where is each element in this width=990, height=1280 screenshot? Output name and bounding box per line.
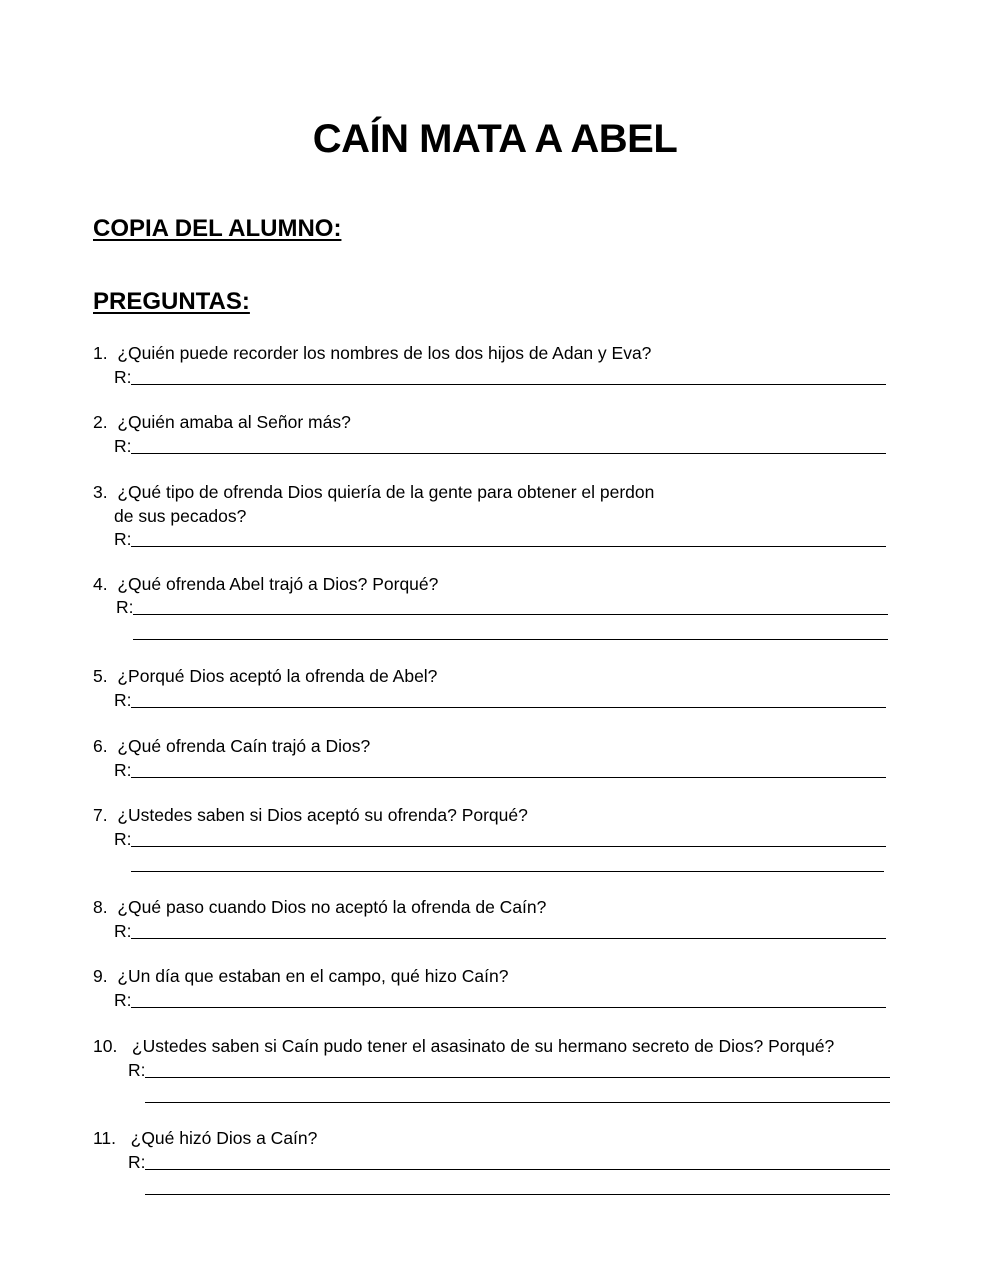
answer-label: R: <box>114 990 132 1010</box>
answer-line[interactable] <box>131 384 886 385</box>
answer-label: R: <box>116 597 134 617</box>
question-text: ¿Ustedes saben si Dios aceptó su ofrenda? Porqué? <box>117 805 528 825</box>
question-number: 7. <box>93 805 108 825</box>
answer-line[interactable] <box>133 614 888 615</box>
answer-label: R: <box>114 760 132 780</box>
question-text: ¿Quién amaba al Señor más? <box>117 412 351 432</box>
answer-label: R: <box>114 529 132 549</box>
student-copy-heading: COPIA DEL ALUMNO: <box>93 215 342 242</box>
answer-line[interactable] <box>131 1007 886 1008</box>
questions-heading: PREGUNTAS: <box>93 288 250 315</box>
question-text: ¿Ustedes saben si Caín pudo tener el asasinato de su hermano secreto de Dios? Porqué? <box>131 1036 835 1056</box>
question-number: 11. <box>93 1128 117 1148</box>
answer-label: R: <box>114 829 132 849</box>
question-number: 9. <box>93 966 108 986</box>
question-number: 1. <box>93 343 108 363</box>
answer-line[interactable] <box>131 546 886 547</box>
question-text-continued: de sus pecados? <box>114 506 247 526</box>
question-number: 4. <box>93 574 108 594</box>
page-title: CAÍN MATA A ABEL <box>312 117 678 161</box>
answer-line[interactable] <box>145 1169 890 1170</box>
answer-line[interactable] <box>131 846 886 847</box>
answer-label: R: <box>114 690 132 710</box>
answer-line[interactable] <box>131 707 886 708</box>
answer-line[interactable] <box>131 777 886 778</box>
answer-line[interactable] <box>131 453 886 454</box>
question-text: ¿Porqué Dios aceptó la ofrenda de Abel? <box>117 666 438 686</box>
answer-line[interactable] <box>145 1077 890 1078</box>
question-text: ¿Qué ofrenda Abel trajó a Dios? Porqué? <box>117 574 439 594</box>
question-text: ¿Quién puede recorder los nombres de los dos hijos de Adan y Eva? <box>117 343 652 363</box>
answer-line-2[interactable] <box>131 871 884 872</box>
question-number: 3. <box>93 482 108 502</box>
question-number: 2. <box>93 412 108 432</box>
answer-label: R: <box>128 1060 146 1080</box>
question-text: ¿Un día que estaban en el campo, qué hizo Caín? <box>117 966 509 986</box>
answer-line-2[interactable] <box>145 1102 890 1103</box>
question-text: ¿Qué tipo de ofrenda Dios quiería de la gente para obtener el perdon <box>117 482 655 502</box>
question-text: ¿Qué paso cuando Dios no aceptó la ofrenda de Caín? <box>117 897 547 917</box>
question-number: 6. <box>93 736 108 756</box>
question-number: 8. <box>93 897 108 917</box>
answer-line[interactable] <box>131 938 886 939</box>
answer-label: R: <box>114 367 132 387</box>
question-text: ¿Qué hizó Dios a Caín? <box>130 1128 318 1148</box>
question-text: ¿Qué ofrenda Caín trajó a Dios? <box>117 736 371 756</box>
answer-label: R: <box>114 436 132 456</box>
answer-line-2[interactable] <box>133 639 888 640</box>
answer-label: R: <box>128 1152 146 1172</box>
answer-label: R: <box>114 921 132 941</box>
question-number: 10. <box>93 1036 118 1056</box>
answer-line-2[interactable] <box>145 1194 890 1195</box>
question-number: 5. <box>93 666 108 686</box>
